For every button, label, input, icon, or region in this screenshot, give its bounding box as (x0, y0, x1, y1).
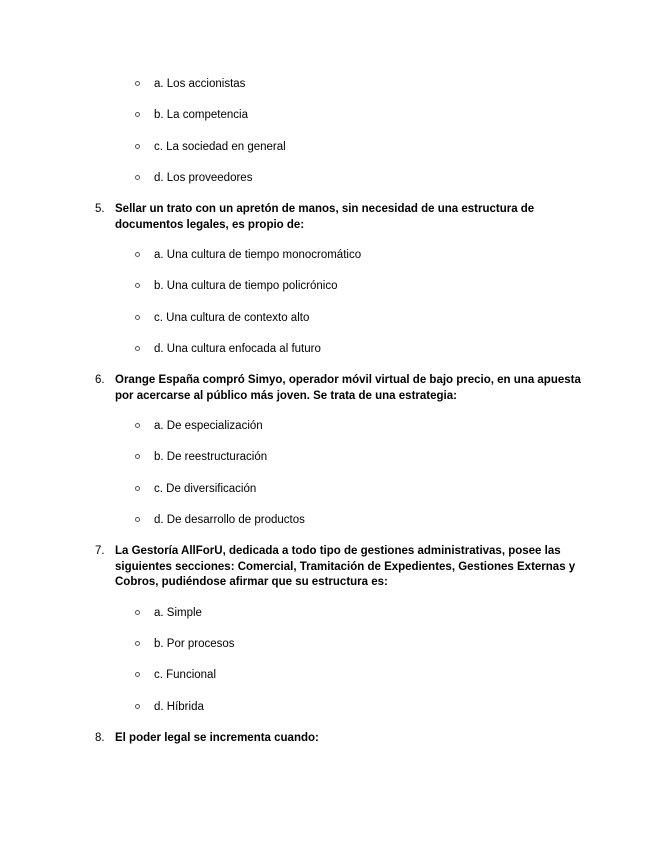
option-bullet-icon (135, 641, 140, 646)
option-q7-b (154, 637, 235, 651)
option-q5-d (154, 342, 321, 356)
option-label: a. Los accionistas (154, 78, 246, 90)
option-bullet-icon (135, 112, 140, 117)
question-number: 6. (95, 374, 105, 386)
option-label: b. Por procesos (154, 638, 235, 650)
option-bullet-icon (135, 315, 140, 320)
option-q7-a (154, 606, 202, 620)
option-bullet-icon (135, 704, 140, 709)
option-q5-a (154, 248, 361, 262)
option-bullet-icon (135, 283, 140, 288)
option-q4-c (154, 140, 286, 154)
option-label: a. Simple (154, 607, 202, 619)
option-bullet-icon (135, 81, 140, 86)
option-bullet-icon (135, 454, 140, 459)
option-label: d. Una cultura enfocada al futuro (154, 343, 321, 355)
option-label: b. Una cultura de tiempo policrónico (154, 280, 338, 292)
question-text: La Gestoría AllForU, dedicada a todo tipo de gestiones administrativas, posee las siguientes secciones: Comercial, Tramitación de Expedientes, Gestiones Externas y Cobros, pudiéndose afirmar que su estructura es: (115, 545, 576, 588)
option-label: c. Funcional (154, 669, 217, 681)
question-text: El poder legal se incrementa cuando: (115, 732, 319, 744)
option-label: d. Híbrida (154, 701, 204, 713)
option-q6-a (154, 419, 263, 433)
option-label: b. De reestructuración (154, 451, 268, 463)
option-label: a. De especialización (154, 420, 263, 432)
option-label: a. Una cultura de tiempo monocromático (154, 249, 362, 261)
option-bullet-icon (135, 486, 140, 491)
option-label: c. De diversificación (154, 483, 257, 495)
option-q5-b (154, 279, 337, 293)
option-q4-a (154, 77, 245, 91)
option-bullet-icon (135, 175, 140, 180)
question-6 (95, 373, 585, 404)
question-number: 5. (95, 203, 105, 215)
question-5 (95, 202, 585, 233)
option-label: d. Los proveedores (154, 172, 253, 184)
option-bullet-icon (135, 610, 140, 615)
option-bullet-icon (135, 252, 140, 257)
question-8 (95, 731, 585, 747)
question-number: 8. (95, 732, 105, 744)
option-bullet-icon (135, 672, 140, 677)
option-bullet-icon (135, 517, 140, 522)
option-bullet-icon (135, 144, 140, 149)
option-q6-b (154, 450, 267, 464)
question-7 (95, 544, 585, 591)
option-q5-c (154, 311, 309, 325)
option-q6-c (154, 482, 256, 496)
question-text: Sellar un trato con un apretón de manos, sin necesidad de una estructura de documentos legales, es propio de: (115, 203, 535, 231)
option-q4-d (154, 171, 252, 185)
option-q4-b (154, 108, 248, 122)
option-label: b. La competencia (154, 109, 248, 121)
option-q7-d (154, 700, 204, 714)
option-label: d. De desarrollo de productos (154, 514, 305, 526)
option-bullet-icon (135, 346, 140, 351)
option-label: c. La sociedad en general (154, 141, 286, 153)
option-q6-d (154, 513, 305, 527)
question-text: Orange España compró Simyo, operador móvil virtual de bajo precio, en una apuesta por acercarse al público más joven. Se trata de una estrategia: (115, 374, 581, 402)
question-number: 7. (95, 545, 105, 557)
option-q7-c (154, 668, 216, 682)
option-bullet-icon (135, 423, 140, 428)
option-label: c. Una cultura de contexto alto (154, 312, 310, 324)
